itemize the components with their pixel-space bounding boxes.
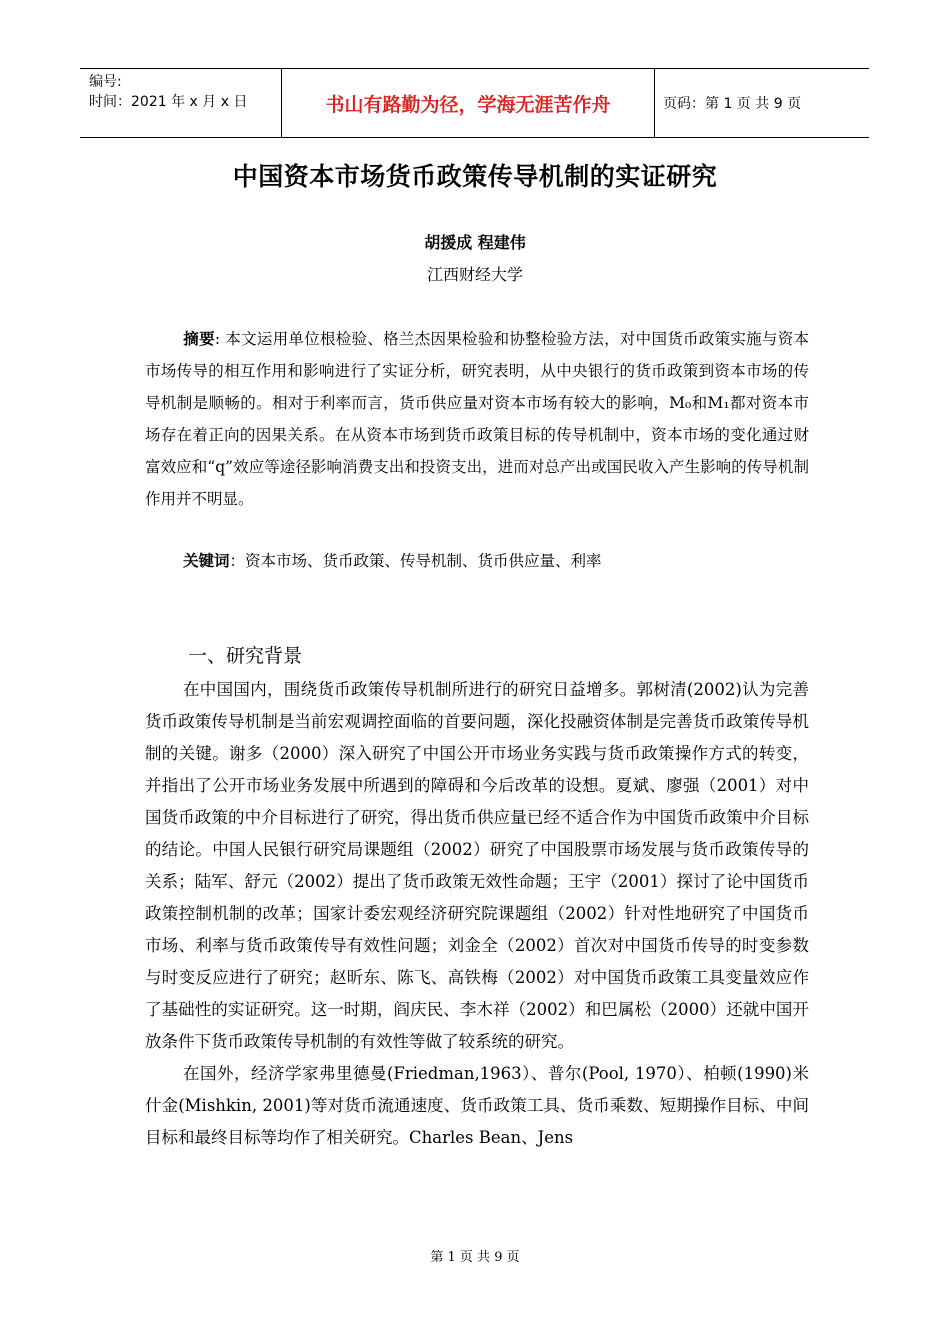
abstract-label: 摘要 (183, 330, 215, 348)
body-paragraph: 在国外，经济学家弗里德曼(Friedman,1963）、普尔(Pool, 1970）、柏顿(1990)米什金(Mishkin, 2001)等对货币流通速度、货币政策工具、货币乘数、短期操作目标、中间目标和最终目标等均作了相关研究。Charles Bean、Jens (145, 1064, 809, 1147)
page-footer: 第 1 页 共 9 页 (430, 1250, 520, 1265)
article-authors: 胡援成 程建伟 (424, 233, 526, 252)
keywords-text: ：资本市场、货币政策、传导机制、货币供应量、利率 (229, 552, 602, 570)
author-affiliation: 江西财经大学 (426, 265, 523, 284)
page-header (80, 68, 869, 138)
abstract (145, 323, 809, 515)
section-heading: 一、研究背景 (188, 645, 303, 667)
section-body (145, 674, 809, 1154)
keywords (183, 545, 602, 577)
header-motto: 书山有路勤为径，学海无涯苦作舟 (281, 69, 655, 137)
header-meta (80, 69, 281, 137)
body-paragraph: 在中国国内，围绕货币政策传导机制所进行的研究日益增多。郭树清(2002)认为完善货币政策传导机制是当前宏观调控面临的首要问题，深化投融资体制是完善货币政策传导机制的关键。谢多（2000）深入研究了中国公开市场业务实践与货币政策操作方式的转变，并指出了公开市场业务发展中所遇到的障碍和今后改革的设想。夏斌、廖强（2001）对中国货币政策的中介目标进行了研究，得出货币供应量已经不适合作为中国货币政策中介目标的结论。中国人民银行研究局课题组（2002）研究了中国股票市场发展与货币政策传导的关系；陆军、舒元（2002）提出了货币政策无效性命题；王宇（2001）探讨了论中国货币政策控制机制的改革；国家计委宏观经济研究院课题组（2002）针对性地研究了中国货币市场、利率与货币政策传导有效性问题；刘金全（2002）首次对中国货币传导的时变参数与时变反应进行了研究；赵昕东、陈飞、高铁梅（2002）对中国货币政策工具变量效应作了基础性的实证研究。这一时期，阎庆民、李木祥（2002）和巴属松（2000）还就中国开放条件下货币政策传导机制的有效性等做了较系统的研究。 (145, 680, 809, 1051)
header-page-info: 页码：第 1 页 共 9 页 (663, 96, 802, 112)
abstract-text: : 本文运用单位根检验、格兰杰因果检验和协整检验方法，对中国货币政策实施与资本市场传导的相互作用和影响进行了实证分析，研究表明，从中央银行的货币政策到资本市场的传导机制是顺畅的。相对于利率而言，货币供应量对资本市场有较大的影响，M₀和M₁都对资本市场存在着正向的因果关系。在从资本市场到货币政策目标的传导机制中，资本市场的变化通过财富效应和“q”效应等途径影响消费支出和投资支出，进而对总产出或国民收入产生影响的传导机制作用并不明显。 (145, 330, 810, 508)
article-title: 中国资本市场货币政策传导机制的实证研究 (232, 162, 718, 191)
document-number-label: 编号: (89, 74, 122, 90)
document-date: 时间：2021 年 x 月 x 日 (89, 94, 248, 110)
keywords-label: 关键词 (183, 552, 230, 570)
